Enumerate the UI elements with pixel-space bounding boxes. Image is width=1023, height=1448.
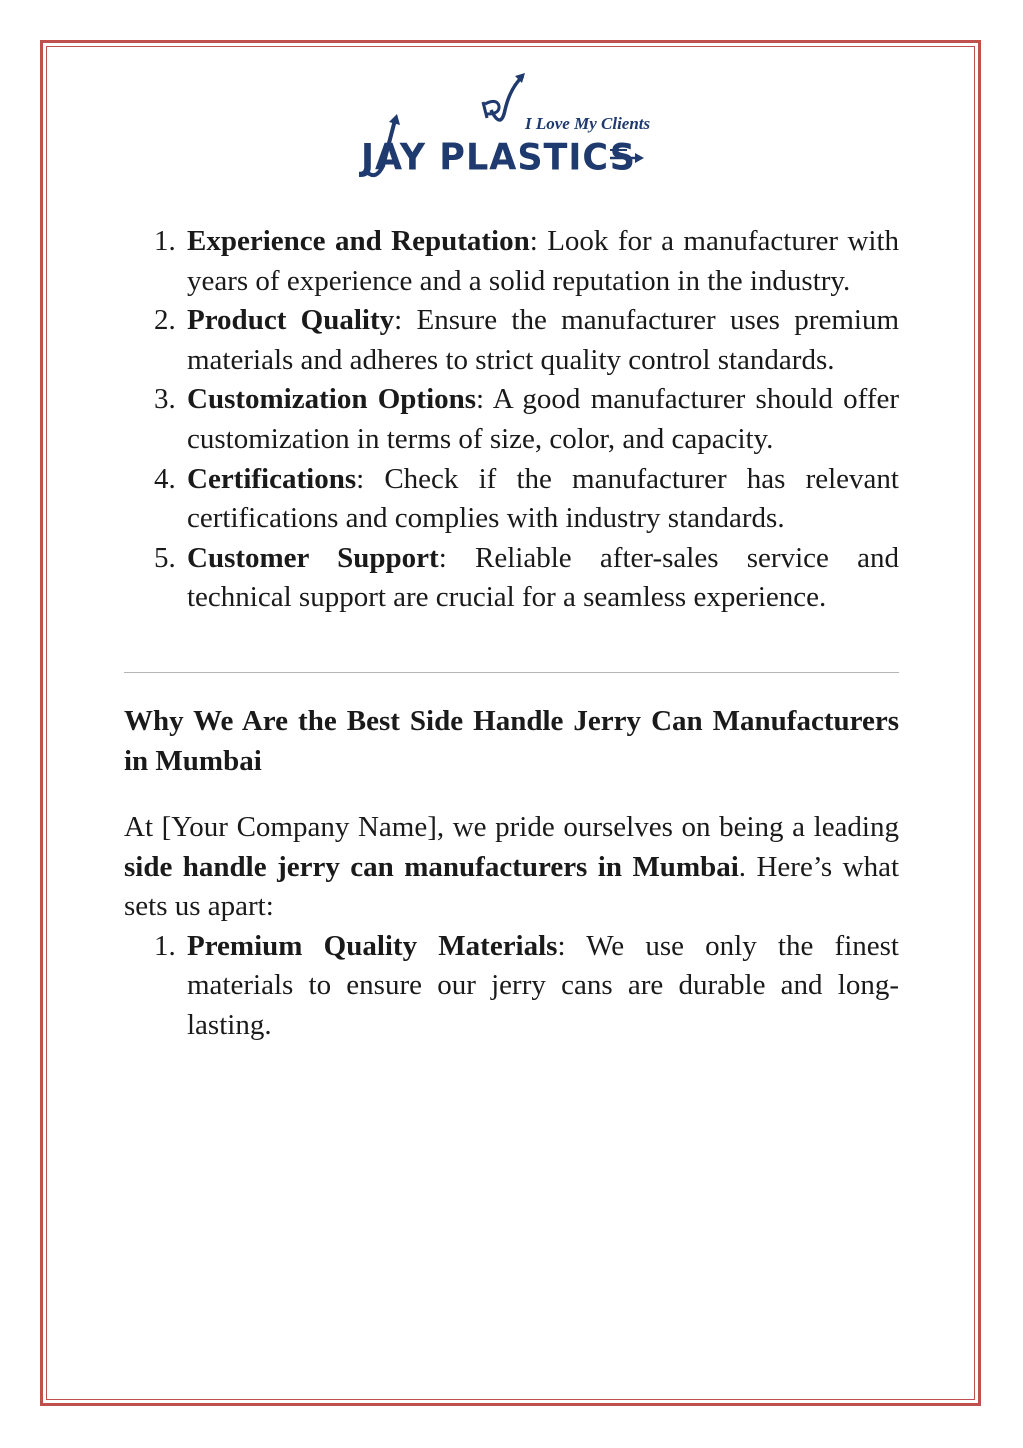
logo-wordmark: JAY PLASTICS: [361, 137, 636, 179]
list-item-text: Check if the manufacturer has relevant certifications and complies with industry standards.: [187, 462, 899, 535]
list-item-title: Product Quality: [187, 304, 395, 337]
list-item-text: We use only the finest materials to ensure our jerry cans are durable and long-lasting.: [187, 929, 899, 1041]
list-item-title: Customer Support: [187, 541, 439, 574]
list-item-text: Reliable after-sales service and technical support are crucial for a seamless experience.: [187, 541, 899, 614]
intro-paragraph: At [Your Company Name], we pride ourselves on being a leading side handle jerry can manufacturers in Mumbai. Here’s what sets us apart:: [124, 810, 899, 923]
list-item: 2. Product Quality: Ensure the manufacturer uses premium materials and adheres to strict quality control standards.: [154, 304, 899, 376]
document-body: [124, 222, 899, 1046]
list-item-text: Ensure the manufacturer uses premium materials and adheres to strict quality control standards.: [187, 304, 899, 376]
list-item: 1. Premium Quality Materials: We use only the finest materials to ensure our jerry cans are durable and long-lasting.: [154, 929, 899, 1041]
list-item-text: A good manufacturer should offer customization in terms of size, color, and capacity.: [187, 383, 899, 455]
list-item-text: Look for a manufacturer with years of experience and a solid reputation in the industry.: [187, 225, 899, 297]
list-item: 3. Customization Options: A good manufacturer should offer customization in terms of size, color, and capacity.: [154, 383, 899, 455]
list-item-title: Customization Options: [187, 383, 477, 416]
list-item-title: Experience and Reputation: [187, 225, 530, 257]
intro-keyword: side handle jerry can manufacturers in Mumbai: [124, 850, 739, 883]
list-item-title: Certifications: [187, 462, 357, 495]
list-item-title: Premium Quality Materials: [187, 929, 558, 962]
factors-list: [124, 222, 899, 618]
section-heading: Why We Are the Best Side Handle Jerry Can Manufacturers in Mumbai: [124, 704, 899, 777]
list-item: 5. Customer Support: Reliable after-sales service and technical support are crucial for a seamless experience.: [154, 541, 899, 614]
list-item: 1. Experience and Reputation: Look for a manufacturer with years of experience and a solid reputation in the industry.: [154, 225, 899, 297]
advantages-list: [124, 927, 899, 1046]
list-item: 4. Certifications: Check if the manufacturer has relevant certifications and complies with industry standards.: [154, 462, 899, 535]
section-divider: [124, 672, 899, 673]
logo-tagline: I Love My Clients: [525, 114, 651, 133]
company-logo: [355, 70, 655, 185]
